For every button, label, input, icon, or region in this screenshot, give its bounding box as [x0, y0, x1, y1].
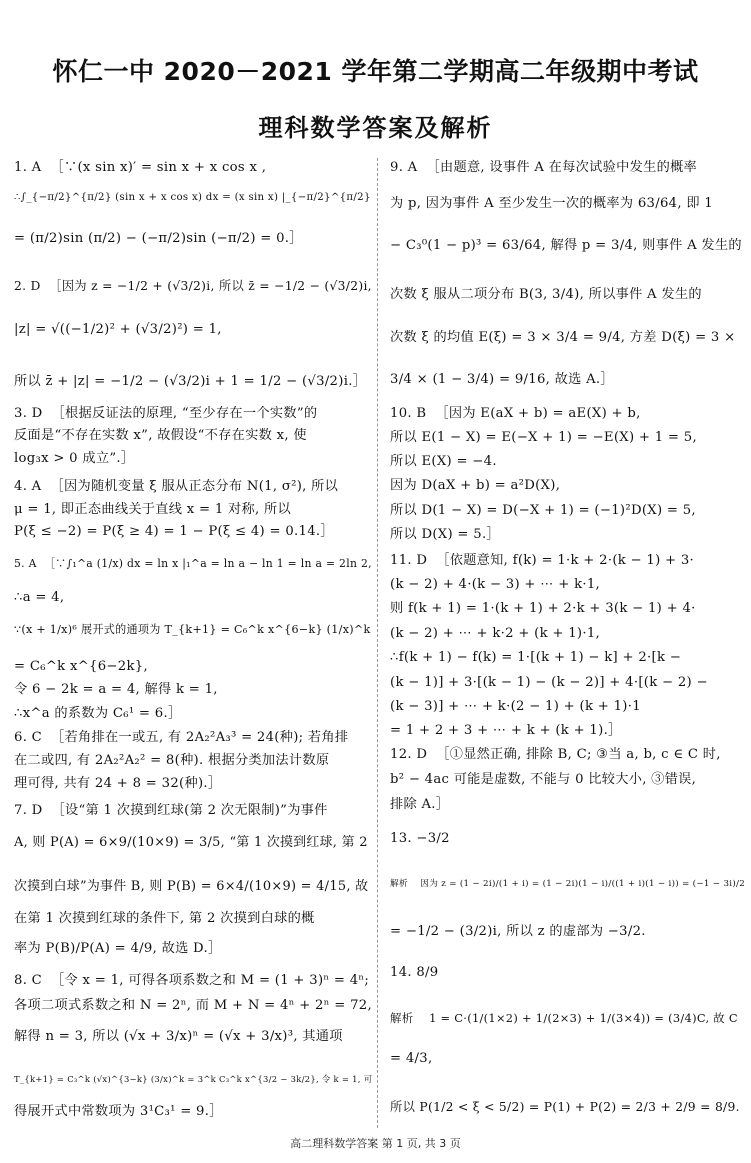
answer-line: |z| = √((−1/2)² + (√3/2)²) = 1, — [14, 322, 222, 337]
answer-line: 14. 8/9 — [390, 965, 439, 980]
answer-line: μ = 1, 即正态曲线关于直线 x = 1 对称, 所以 — [14, 502, 291, 517]
answer-line: = C₆^k x^{6−2k}, — [14, 659, 148, 674]
answer-line: 在二或四, 有 2A₂²A₂² = 8(种). 根据分类加法计数原 — [14, 753, 330, 768]
answer-line: 理可得, 共有 24 + 8 = 32(种).］ — [14, 776, 222, 791]
answer-line: = −1/2 − (3/2)i, 所以 z 的虚部为 −3/2. — [390, 924, 646, 939]
answer-line: 反面是“不存在实数 x”, 故假设“不存在实数 x, 使 — [14, 428, 307, 443]
answer-line: 次数 ξ 服从二项分布 B(3, 3/4), 所以事件 A 发生的 — [390, 287, 702, 302]
answer-key-subtitle: 理科数学答案及解析 — [258, 114, 493, 142]
answer-line: 2. D ［因为 z = −1/2 + (√3/2)i, 所以 z̄ = −1/2 − (√3/2)i, — [14, 279, 372, 293]
answer-line: 因为 D(aX + b) = a²D(X), — [390, 478, 561, 493]
answer-line: 所以 E(1 − X) = E(−X + 1) = −E(X) + 1 = 5, — [390, 430, 697, 445]
answer-line: 解得 n = 3, 所以 (√x + 3/x)ⁿ = (√x + 3/x)³, 其通项 — [14, 1029, 343, 1044]
answer-line: 4. A ［因为随机变量 ξ 服从正态分布 N(1, σ²), 所以 — [14, 479, 339, 494]
answer-line: 12. D ［①显然正确, 排除 B, C; ③当 a, b, c ∈ C 时, — [390, 747, 721, 762]
answer-line: 1. A ［∵(x sin x)′ = sin x + x cos x , — [14, 160, 267, 175]
answer-line: ∴a = 4, — [14, 590, 65, 605]
answer-line: 所以 D(X) = 5.］ — [390, 527, 500, 542]
answer-line: P(ξ ≤ −2) = P(ξ ≥ 4) = 1 − P(ξ ≤ 4) = 0.14.］ — [14, 524, 334, 539]
answer-line: 7. D ［设“第 1 次摸到红球(第 2 次无限制)”为事件 — [14, 803, 328, 818]
answer-line: 则 f(k + 1) = 1·(k + 1) + 2·k + 3(k − 1) + 4· — [390, 601, 696, 616]
answer-line: 所以 z̄ + |z| = −1/2 − (√3/2)i + 1 = 1/2 − (√3/2)i.］ — [14, 374, 367, 389]
answer-line: 11. D ［依题意知, f(k) = 1·k + 2·(k − 1) + 3· — [390, 553, 695, 568]
answer-line: 所以 P(1/2 < ξ < 5/2) = P(1) + P(2) = 2/3 + 2/9 = 8/9. — [390, 1100, 740, 1114]
answer-line: 解析 1 = C·(1/(1×2) + 1/(2×3) + 1/(3×4)) = (3/4)C, 故 C — [390, 1011, 738, 1025]
answer-line: ∵(x + 1/x)⁶ 展开式的通项为 T_{k+1} = C₆^k x^{6−k} (1/x)^k — [14, 623, 371, 636]
answer-line: 次数 ξ 的均值 E(ξ) = 3 × 3/4 = 9/4, 方差 D(ξ) = 3 × — [390, 330, 736, 345]
answer-line: = 1 + 2 + 3 + ⋯ + k + (k + 1).］ — [390, 723, 622, 738]
answer-line: 在第 1 次摸到红球的条件下, 第 2 次摸到白球的概 — [14, 911, 315, 926]
answer-line: (k − 1)] + 3·[(k − 1) − (k − 2)] + 4·[(k − 2) − — [390, 675, 708, 690]
answer-line: 3. D ［根据反证法的原理, “至少存在一个实数”的 — [14, 406, 318, 421]
answer-line: 率为 P(B)/P(A) = 4/9, 故选 D.］ — [14, 941, 222, 956]
answer-line: 解析 因为 z = (1 − 2i)/(1 + i) = (1 − 2i)(1 − i)/((1 + i)(1 − i)) = (−1 − 3i)/2 — [390, 879, 746, 889]
answer-line: = (π/2)sin (π/2) − (−π/2)sin (−π/2) = 0.］ — [14, 231, 303, 246]
answer-line: 6. C ［若角排在一或五, 有 2A₂²A₃³ = 24(种); 若角排 — [14, 730, 349, 745]
answer-line: log₃x > 0 成立”.］ — [14, 451, 135, 466]
answer-line: 所以 E(X) = −4. — [390, 454, 497, 469]
answer-line: 9. A ［由题意, 设事件 A 在每次试验中发生的概率 — [390, 160, 698, 175]
answer-line: 8. C ［令 x = 1, 可得各项系数之和 M = (1 + 3)ⁿ = 4ⁿ; — [14, 973, 370, 988]
answer-line: ∴f(k + 1) − f(k) = 1·[(k + 1) − k] + 2·[k − — [390, 650, 682, 665]
answer-line: 令 6 − 2k = a = 4, 解得 k = 1, — [14, 682, 218, 697]
answer-line: = 4/3, — [390, 1051, 433, 1066]
answer-line: 排除 A.］ — [390, 797, 450, 812]
answer-line: 次摸到白球”为事件 B, 则 P(B) = 6×4/(10×9) = 4/15, 故 — [14, 879, 369, 894]
exam-title: 怀仁一中 2020－2021 学年第二学期高二年级期中考试 — [52, 57, 699, 86]
answer-line: 5. A ［∵∫₁^a (1/x) dx = ln x |₁^a = ln a − ln 1 = ln a = 2ln 2, — [14, 557, 372, 570]
answer-line: T_{k+1} = C₃^k (√x)^{3−k} (3/x)^k = 3^k C₃^k x^{3/2 − 3k/2}, 令 k = 1, 可 — [14, 1074, 373, 1084]
answer-line: 3/4 × (1 − 3/4) = 9/16, 故选 A.］ — [390, 372, 614, 387]
answer-line: 得展开式中常数项为 3¹C₃¹ = 9.］ — [14, 1104, 223, 1119]
page-footer: 高二理科数学答案 第 1 页, 共 3 页 — [290, 1137, 461, 1150]
answer-line: (k − 3)] + ⋯ + k·(2 − 1) + (k + 1)·1 — [390, 699, 641, 714]
answer-line: ∴x^a 的系数为 C₆¹ = 6.］ — [14, 706, 182, 721]
answer-line: 13. −3/2 — [390, 831, 450, 846]
answer-line: A, 则 P(A) = 6×9/(10×9) = 3/5, “第 1 次摸到红球, 第 2 — [14, 835, 368, 850]
answer-line: 所以 D(1 − X) = D(−X + 1) = (−1)²D(X) = 5, — [390, 503, 696, 518]
answer-line: (k − 2) + 4·(k − 3) + ⋯ + k·1, — [390, 577, 601, 592]
answer-line: ∴∫_{−π/2}^{π/2} (sin x + x cos x) dx = (x sin x) |_{−π/2}^{π/2} — [14, 192, 371, 203]
answer-line: (k − 2) + ⋯ + k·2 + (k + 1)·1, — [390, 626, 601, 641]
answer-line: 为 p, 因为事件 A 至少发生一次的概率为 63/64, 即 1 — [390, 196, 713, 211]
answer-line: 10. B ［因为 E(aX + b) = aE(X) + b, — [390, 406, 641, 421]
answer-line: 各项二项式系数之和 N = 2ⁿ, 而 M + N = 4ⁿ + 2ⁿ = 72, — [14, 998, 372, 1013]
column-divider — [377, 158, 378, 1128]
answer-line: − C₃⁰(1 − p)³ = 63/64, 解得 p = 3/4, 则事件 A 发生的 — [390, 238, 742, 253]
answer-line: b² − 4ac 可能是虚数, 不能与 0 比较大小, ③错误, — [390, 772, 697, 787]
